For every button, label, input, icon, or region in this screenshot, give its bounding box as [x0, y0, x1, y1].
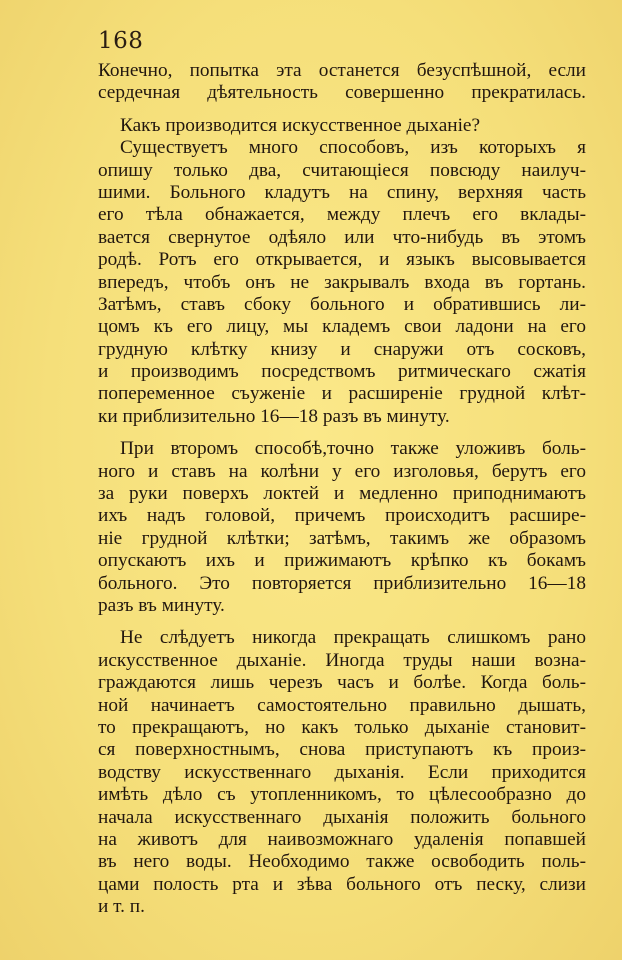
- text-line: ихъ надъ головой, причемъ происходитъ расшире-: [98, 505, 586, 527]
- text-line: грудную клѣтку книзу и снаружи отъ сосковъ,: [98, 338, 586, 360]
- page-text: [98, 60, 586, 918]
- text-line: граждаются лишь черезъ часъ и болѣе. Когда боль-: [98, 672, 586, 694]
- text-line: и производимъ посредствомъ ритмическаго сжатія: [98, 361, 586, 383]
- text-line: цомъ къ его лицу, мы кладемъ свои ладони на его: [98, 316, 586, 338]
- paragraph-gap: [98, 105, 586, 115]
- paragraph-gap: [98, 617, 586, 627]
- text-line: водству искусственнаго дыханія. Если приходится: [98, 761, 586, 783]
- text-line: родѣ. Ротъ его открывается, и языкъ высовывается: [98, 249, 586, 271]
- text-line: цами полость рта и зѣва больного отъ песку, слизи: [98, 873, 586, 895]
- text-line: въ него воды. Необходимо также освободить поль-: [98, 851, 586, 873]
- text-line: то прекращаютъ, но какъ только дыханіе становит-: [98, 716, 586, 738]
- text-line: и т. п.: [98, 896, 145, 918]
- question-line: Какъ производится искусственное дыханіе?: [120, 114, 481, 136]
- paragraph-gap: [98, 428, 586, 438]
- text-line: ніе грудной клѣтки; затѣмъ, такимъ же образомъ: [98, 527, 586, 549]
- text-line: Существуетъ много способовъ, изъ которыхъ я: [120, 137, 586, 159]
- text-line: шими. Больного кладутъ на спину, верхняя часть: [98, 181, 586, 203]
- text-line: имѣть дѣло съ утопленникомъ, то цѣлесообразно до: [98, 784, 586, 806]
- text-line: ки приблизительно 16—18 разъ въ минуту.: [98, 405, 450, 427]
- page-number: 168: [98, 28, 144, 54]
- text-line: больного. Это повторяется приблизительно 16—18: [98, 572, 586, 594]
- text-line: попеременное съуженіе и расширеніе грудной клѣт-: [98, 383, 586, 405]
- text-line: При второмъ способѣ,точно также уложивъ боль-: [120, 438, 586, 460]
- text-line: вается свернутое одѣяло или что-нибудь въ этомъ: [98, 226, 586, 248]
- text-line: его тѣла обнажается, между плечъ его вклады-: [98, 204, 586, 226]
- text-line: разъ въ минуту.: [98, 594, 225, 616]
- text-line: Конечно, попытка эта останется безуспѣшной, если: [98, 60, 586, 81]
- text-line: Не слѣдуетъ никогда прекращать слишкомъ рано: [120, 627, 586, 649]
- text-line: опускаютъ ихъ и прижимаютъ крѣпко къ бокамъ: [98, 550, 586, 572]
- text-line: сердечная дѣятельность совершенно прекратилась.: [98, 82, 586, 104]
- text-line: ся поверхностнымъ, снова приступаютъ къ произ-: [98, 739, 586, 761]
- text-line: ного и ставъ на колѣни у его изголовья, берутъ его: [98, 460, 586, 482]
- text-line: на животъ для наивозможнаго удаленія попавшей: [98, 828, 586, 850]
- text-line: опишу только два, считающіеся повсюду наилуч-: [98, 159, 586, 181]
- text-line: за руки поверхъ локтей и медленно приподнимаютъ: [98, 483, 586, 505]
- text-line: начала искусственнаго дыханія положить больного: [98, 806, 586, 828]
- text-line: Затѣмъ, ставъ сбоку больного и обратившись ли-: [98, 293, 586, 315]
- text-line: ной начинаетъ самостоятельно правильно дышать,: [98, 694, 586, 716]
- text-line: искусственное дыханіе. Иногда труды наши возна-: [98, 649, 586, 671]
- text-line: впередъ, чтобъ онъ не закрывалъ входа въ гортань.: [98, 271, 586, 293]
